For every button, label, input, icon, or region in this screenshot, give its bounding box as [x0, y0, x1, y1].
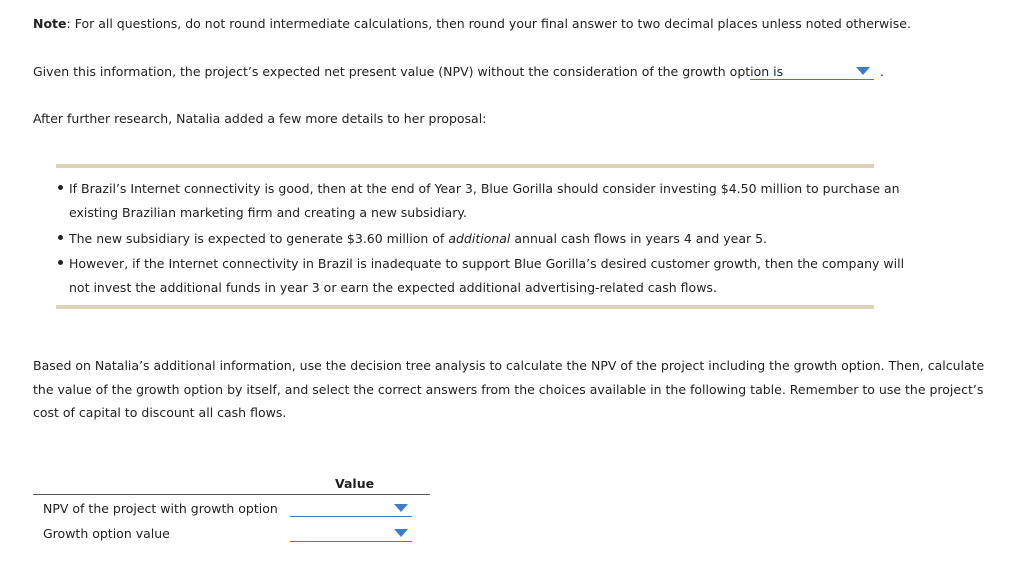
growth-option-value-dropdown[interactable] — [290, 525, 412, 542]
bullet-icon — [58, 235, 63, 240]
bullet-1-line-1: If Brazil’s Internet connectivity is good, then at the end of Year 3, Blue Gorilla should consider investing $4.50 million to purchase an — [69, 181, 900, 196]
chevron-down-icon[interactable] — [394, 504, 408, 512]
row-label-npv-with-growth: NPV of the project with growth option — [43, 501, 278, 516]
question-trailing-period: . — [880, 64, 884, 79]
bullet-2-text: The new subsidiary is expected to generate $3.60 million of additional annual cash flows in years 4 and year 5. — [69, 231, 768, 246]
chevron-down-icon[interactable] — [856, 67, 870, 75]
bullet-1-line-2: existing Brazilian marketing firm and creating a new subsidiary. — [69, 205, 467, 220]
intro-text: After further research, Natalia added a few more details to her proposal: — [33, 111, 487, 126]
bullet-3-line-2: not invest the additional funds in year 3 or earn the expected additional advertising-related cash flows. — [69, 280, 717, 295]
npv-with-growth-dropdown[interactable] — [290, 500, 412, 517]
bullet-icon — [58, 260, 63, 265]
note-text: Note: For all questions, do not round intermediate calculations, then round your final answer to two decimal places unless noted otherwise. — [33, 16, 911, 31]
npv-without-growth-dropdown[interactable] — [750, 63, 874, 80]
instructions-line-1: Based on Natalia’s additional information, use the decision tree analysis to calculate the NPV of the project including the growth option. Then, calculate — [33, 358, 985, 373]
proposal-bottom-rule — [56, 305, 874, 309]
table-header-value: Value — [335, 476, 375, 491]
question-npv-text: Given this information, the project’s expected net present value (NPV) without the consideration of the growth option is — [33, 64, 784, 79]
table-header-rule — [33, 494, 430, 495]
note-label: Note — [33, 16, 67, 31]
proposal-top-rule — [56, 164, 874, 168]
instructions-line-3: cost of capital to discount all cash flows. — [33, 405, 287, 420]
chevron-down-icon[interactable] — [394, 529, 408, 537]
instructions-line-2: the value of the growth option by itself, and select the correct answers from the choices available in the following table. Remember to use the project’s — [33, 382, 984, 397]
row-label-growth-option-value: Growth option value — [43, 526, 170, 541]
bullet-3-line-1: However, if the Internet connectivity in Brazil is inadequate to support Blue Gorilla’s desired customer growth, then the company will — [69, 256, 905, 271]
bullet-icon — [58, 185, 63, 190]
